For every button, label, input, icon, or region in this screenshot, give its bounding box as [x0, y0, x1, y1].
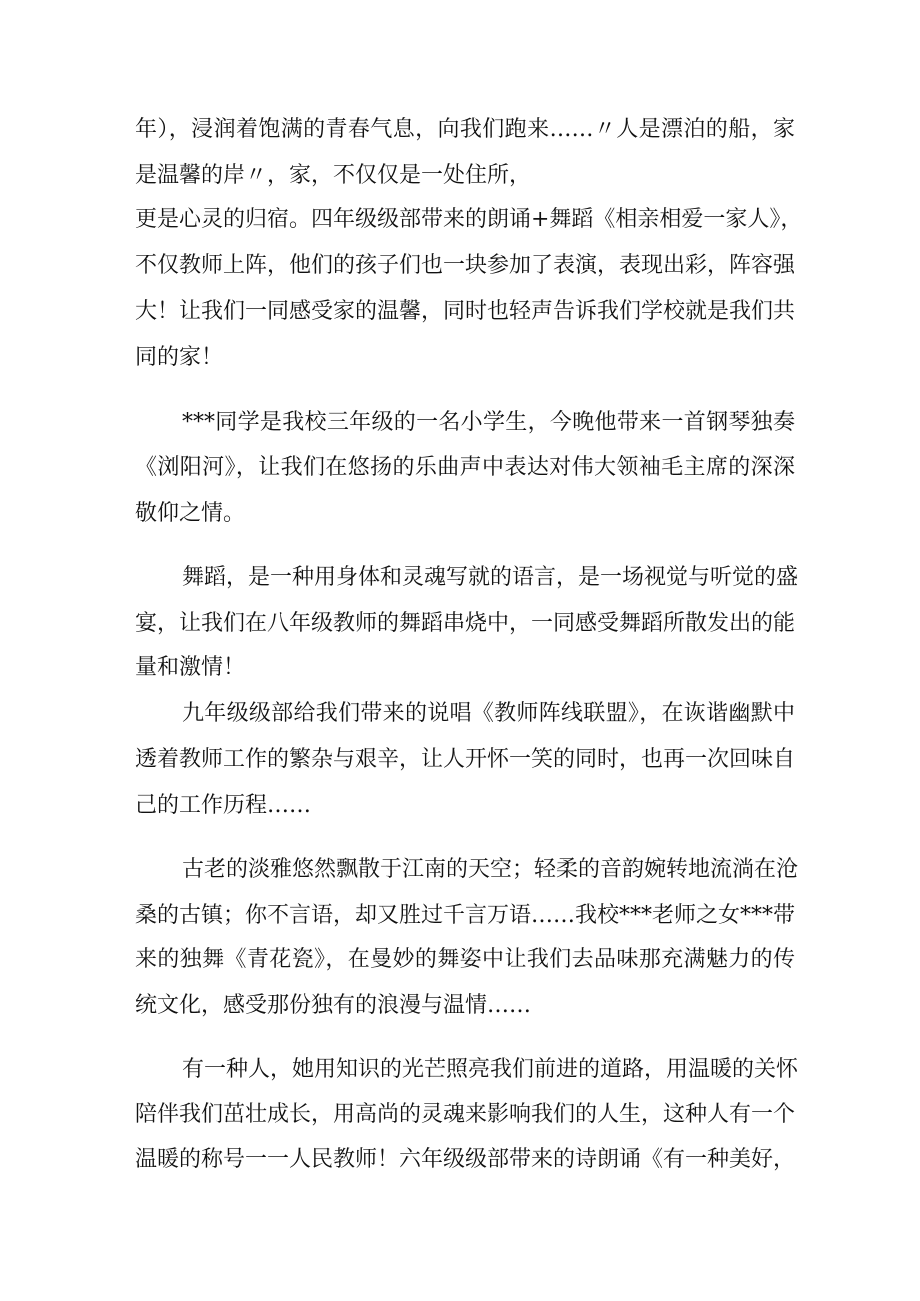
body-text-line: 己的工作历程……	[135, 793, 312, 818]
body-text-line: 来的独舞《青花瓷》，在曼妙的舞姿中让我们去品味那充满魅力的传	[135, 947, 795, 972]
body-text-line: 九年级级部给我们带来的说唱《教师阵线联盟》，在诙谐幽默中	[182, 701, 795, 726]
body-text-line: 更是心灵的归宿。四年级级部带来的朗诵+舞蹈《相亲相爱一家人》，	[135, 207, 803, 232]
body-text-line: 透着教师工作的繁杂与艰辛，让人开怀一笑的同时，也再一次回味自	[135, 747, 796, 772]
body-text-line: 大！让我们一同感受家的温馨，同时也轻声告诉我们学校就是我们共	[135, 299, 796, 324]
body-text-line: 同的家！	[135, 345, 224, 370]
body-text-line: 温暖的称号一一人民教师！六年级级部带来的诗朗诵《有一种美好，	[135, 1147, 796, 1172]
body-text-line: 量和激情！	[135, 655, 246, 680]
body-text-line: 统文化，感受那份独有的浪漫与温情……	[135, 993, 532, 1018]
body-text-line: 陪伴我们茁壮成长，用高尚的灵魂来影响我们的人生，这种人有一个	[135, 1102, 796, 1127]
body-text-line: 是温馨的岸〃，家，不仅仅是一处住所，	[135, 163, 532, 188]
body-text-line: 有一种人，她用知识的光芒照亮我们前进的道路，用温暖的关怀	[182, 1057, 799, 1082]
body-text-line: 年），浸润着饱满的青春气息，向我们跑来……〃人是漂泊的船，家	[135, 117, 795, 142]
body-text-line: 《浏阳河》，让我们在悠扬的乐曲声中表达对伟大领袖毛主席的深深	[135, 455, 795, 480]
body-text-line: 桑的古镇；你不言语，却又胜过千言万语……我校***老师之女***带	[135, 903, 796, 928]
body-text-line: 敬仰之情。	[135, 501, 246, 526]
body-text-line: 不仅教师上阵，他们的孩子们也一块参加了表演，表现出彩，阵容强	[135, 253, 796, 278]
body-text-line: 舞蹈，是一种用身体和灵魂写就的语言，是一场视觉与听觉的盛	[182, 565, 799, 590]
body-text-line: 宴，让我们在八年级教师的舞蹈串烧中，一同感受舞蹈所散发出的能	[135, 611, 796, 636]
body-text-line: ***同学是我校三年级的一名小学生，今晚他带来一首钢琴独奏	[182, 410, 795, 435]
body-text-line: 古老的淡雅悠然飘散于江南的天空；轻柔的音韵婉转地流淌在沧	[182, 857, 799, 882]
